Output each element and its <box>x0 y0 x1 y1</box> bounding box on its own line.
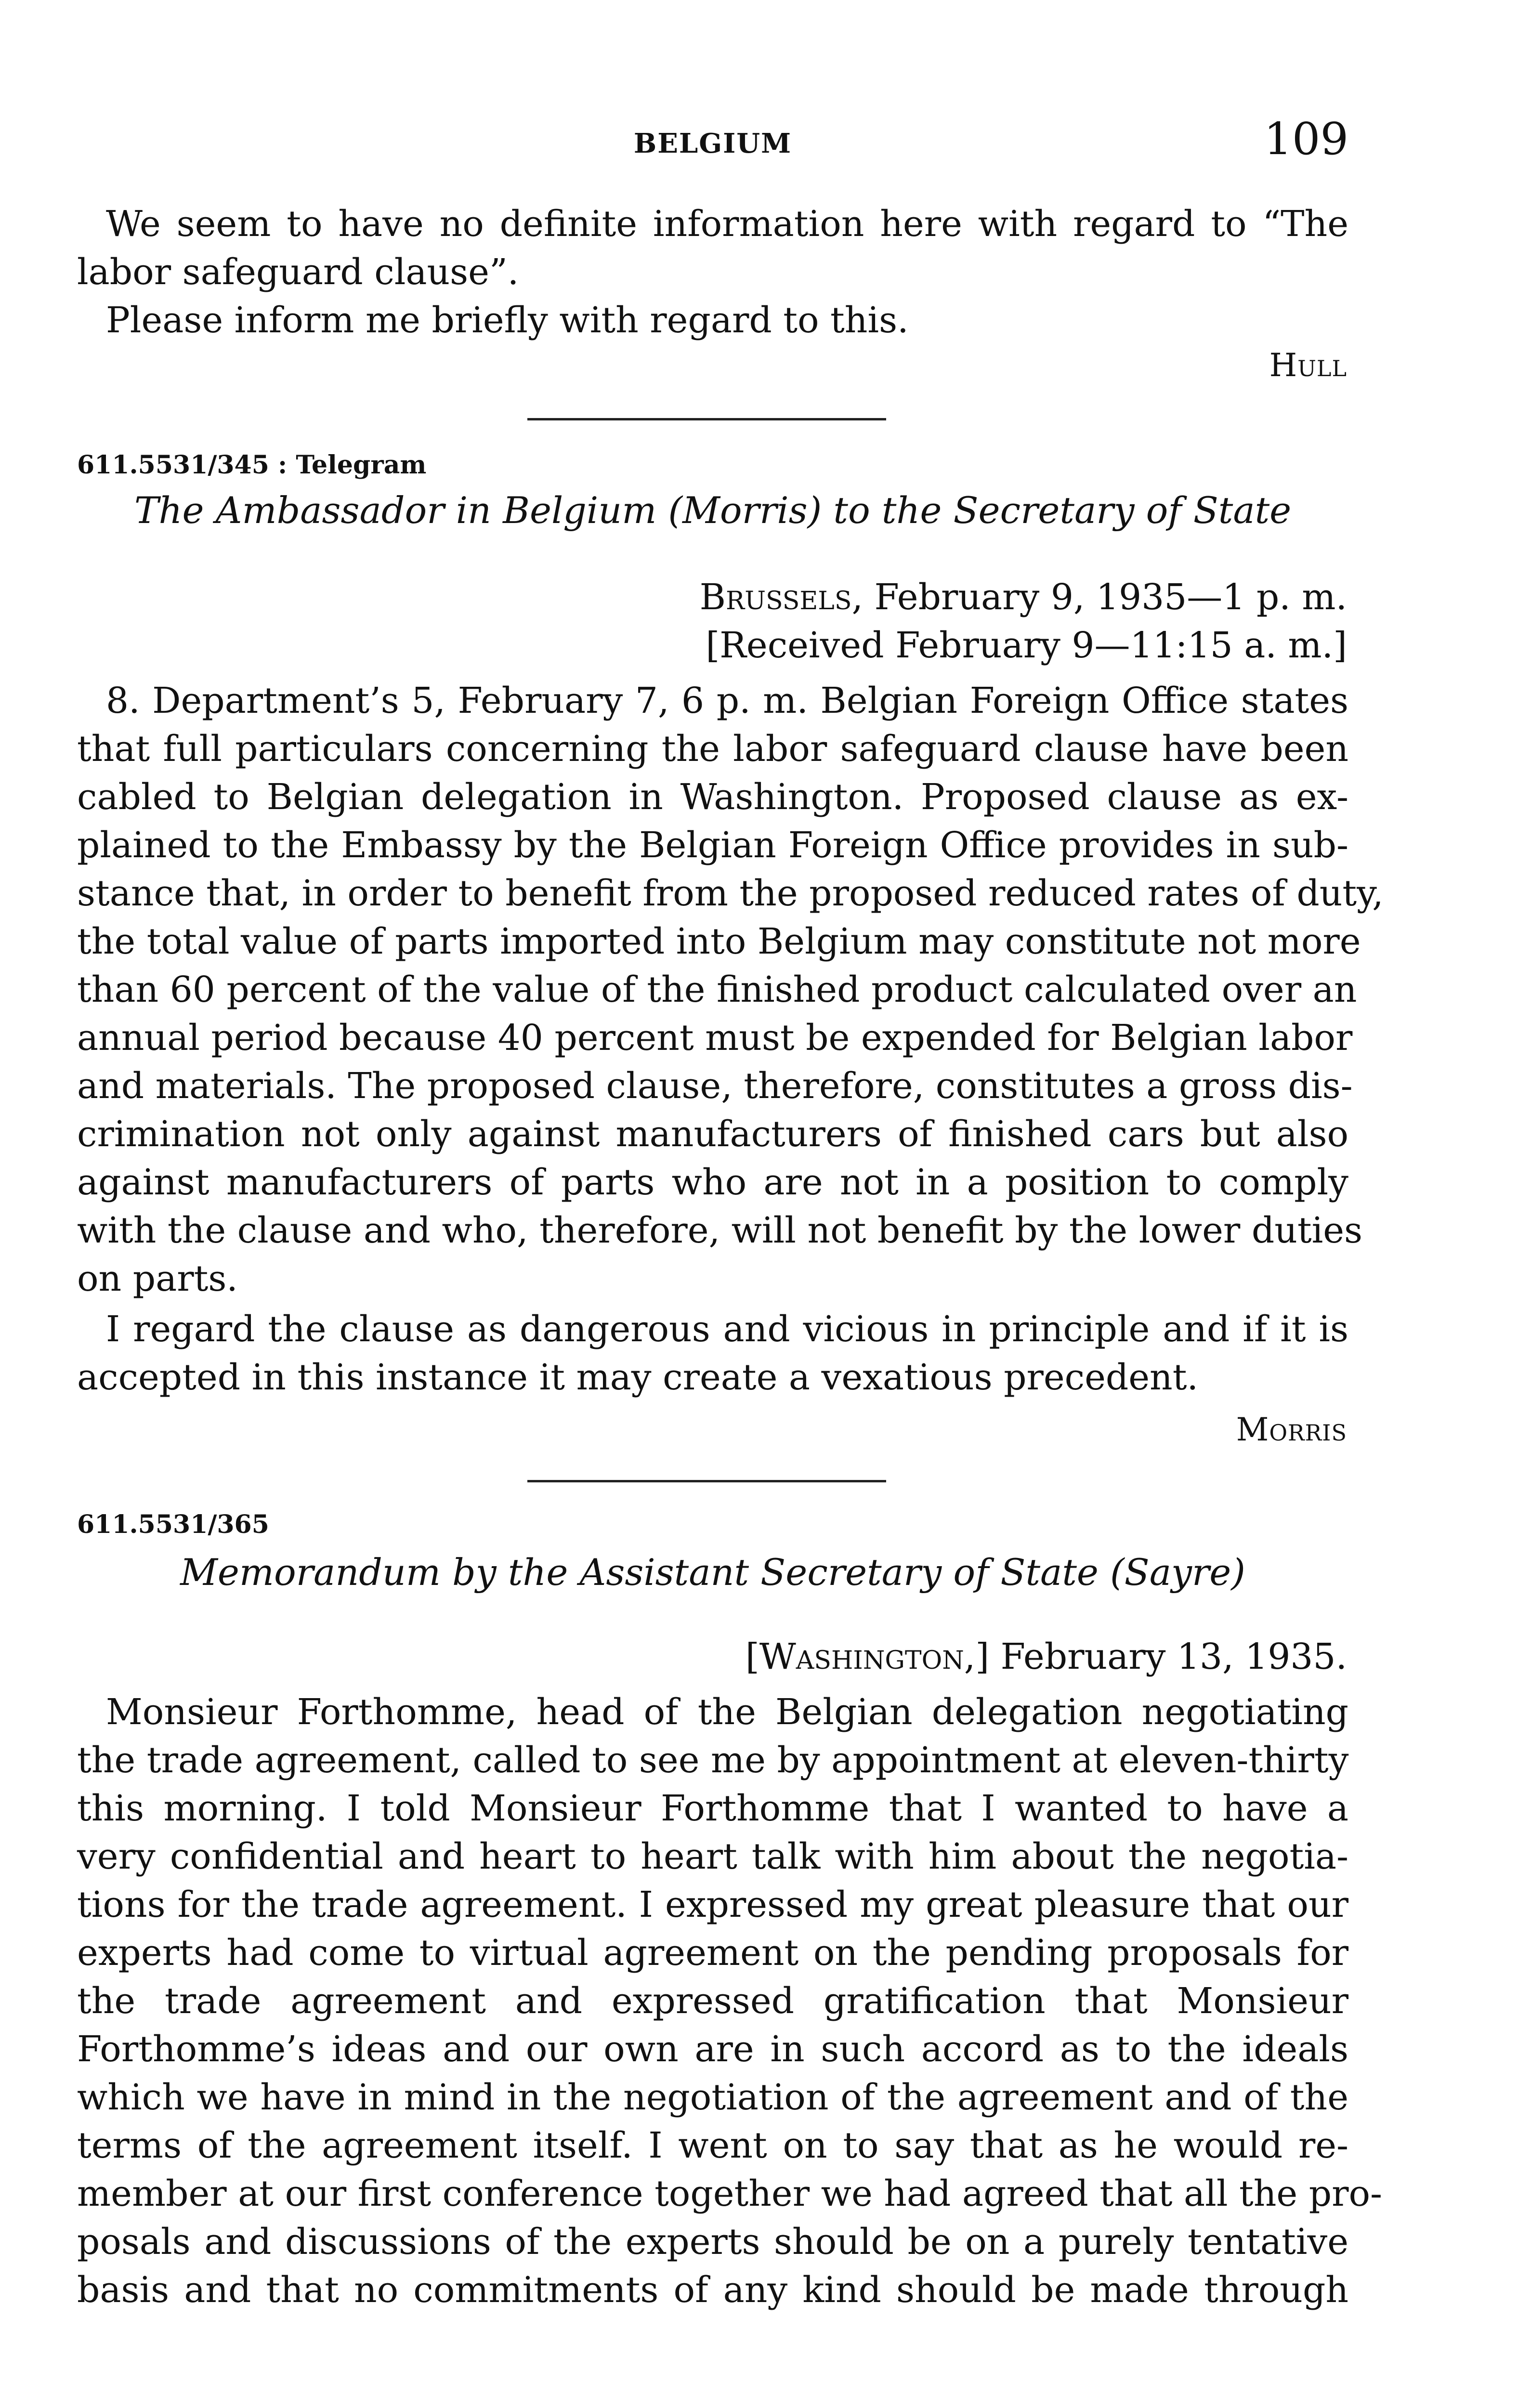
text-line: on parts. <box>77 1258 238 1299</box>
dateline <box>700 573 1347 669</box>
text-line: which we have in mind in the negotiation of the agreement and of the <box>77 2077 1348 2118</box>
text-line: the total value of parts imported into Belgium may constitute not more <box>77 921 1361 962</box>
text-line: 8. Department’s 5, February 7, 6 p. m. Belgian Foreign Office states <box>106 680 1348 721</box>
dateline-place: Washington <box>759 1636 964 1677</box>
text-line: the trade agreement, called to see me by appointment at eleven-thirty <box>77 1740 1349 1781</box>
dateline-received: [Received February 9—11:15 a. m.] <box>706 625 1347 666</box>
text-line: tions for the trade agreement. I expressed my great pleasure that our <box>77 1884 1348 1925</box>
text-line: the trade agreement and expressed gratification that Monsieur <box>77 1980 1348 2022</box>
text-line: experts had come to virtual agreement on the pending proposals for <box>77 1932 1348 1974</box>
text-line: cabled to Belgian delegation in Washington. Proposed clause as ex- <box>77 776 1348 818</box>
text-line: We seem to have no definite information here with regard to “The <box>106 203 1348 245</box>
paragraph-opinion <box>77 1305 1348 1401</box>
text-line: with the clause and who, therefore, will not benefit by the lower duties <box>77 1210 1363 1251</box>
text-line: I regard the clause as dangerous and vicious in principle and if it is <box>106 1309 1348 1350</box>
text-line: labor safeguard clause”. <box>77 251 519 293</box>
text-line: basis and that no commitments of any kind should be made through <box>77 2269 1348 2311</box>
text-line: member at our first conference together we had agreed that all the pro- <box>77 2173 1383 2214</box>
signature-morris: Morris <box>1236 1411 1347 1448</box>
document-heading: Memorandum by the Assistant Secretary of State (Sayre) <box>180 1551 1245 1594</box>
paragraph-telegram-body <box>77 677 1384 1303</box>
text-line: this morning. I told Monsieur Forthomme that I wanted to have a <box>77 1788 1348 1829</box>
text-line: annual period because 40 percent must be expended for Belgian labor <box>77 1017 1353 1059</box>
text-line: than 60 percent of the value of the finished product calculated over an <box>77 969 1357 1010</box>
dateline-sent <box>746 1633 1347 1681</box>
dateline-date: , February 9, 1935—1 p. m. <box>851 576 1347 618</box>
document-heading: The Ambassador in Belgium (Morris) to the Secretary of State <box>134 489 1292 532</box>
page-number: 109 <box>1264 113 1348 165</box>
section-divider <box>527 1480 886 1482</box>
text-line: very confidential and heart to heart talk with him about the negotia- <box>77 1836 1348 1877</box>
text-line: Forthomme’s ideas and our own are in such accord as to the ideals <box>77 2028 1348 2070</box>
paragraph-inquiry <box>77 200 1348 296</box>
file-reference: 611.5531/345 : Telegram <box>77 450 427 480</box>
dateline-place: Brussels <box>699 576 852 618</box>
signature-hull: Hull <box>1269 347 1347 384</box>
text-line: plained to the Embassy by the Belgian Foreign Office provides in sub- <box>77 824 1348 866</box>
text-line: Monsieur Forthomme, head of the Belgian delegation negotiating <box>106 1691 1348 1733</box>
dateline-date: ,] February 13, 1935. <box>964 1636 1347 1677</box>
file-reference: 611.5531/365 <box>77 1510 269 1539</box>
paragraph-request <box>77 296 1348 344</box>
section-divider <box>527 418 886 420</box>
running-title: BELGIUM <box>633 128 792 159</box>
text-line: against manufacturers of parts who are not in a position to comply <box>77 1162 1348 1203</box>
text-line: crimination not only against manufacturers of finished cars but also <box>77 1113 1348 1155</box>
text-line: Please inform me briefly with regard to this. <box>106 300 909 341</box>
text-line: and materials. The proposed clause, therefore, constitutes a gross dis- <box>77 1065 1353 1107</box>
paragraph-memorandum-body <box>77 1688 1383 2314</box>
text-line: that full particulars concerning the labor safeguard clause have been <box>77 728 1348 770</box>
dateline-bracket: [ <box>745 1636 759 1677</box>
text-line: posals and discussions of the experts should be on a purely tentative <box>77 2221 1348 2263</box>
running-header <box>77 113 1348 171</box>
dateline-sent <box>700 573 1347 621</box>
dateline <box>746 1633 1347 1681</box>
text-line: accepted in this instance it may create a vexatious precedent. <box>77 1357 1198 1398</box>
text-line: stance that, in order to benefit from the proposed reduced rates of duty, <box>77 873 1384 914</box>
text-line: terms of the agreement itself. I went on to say that as he would re- <box>77 2125 1348 2166</box>
